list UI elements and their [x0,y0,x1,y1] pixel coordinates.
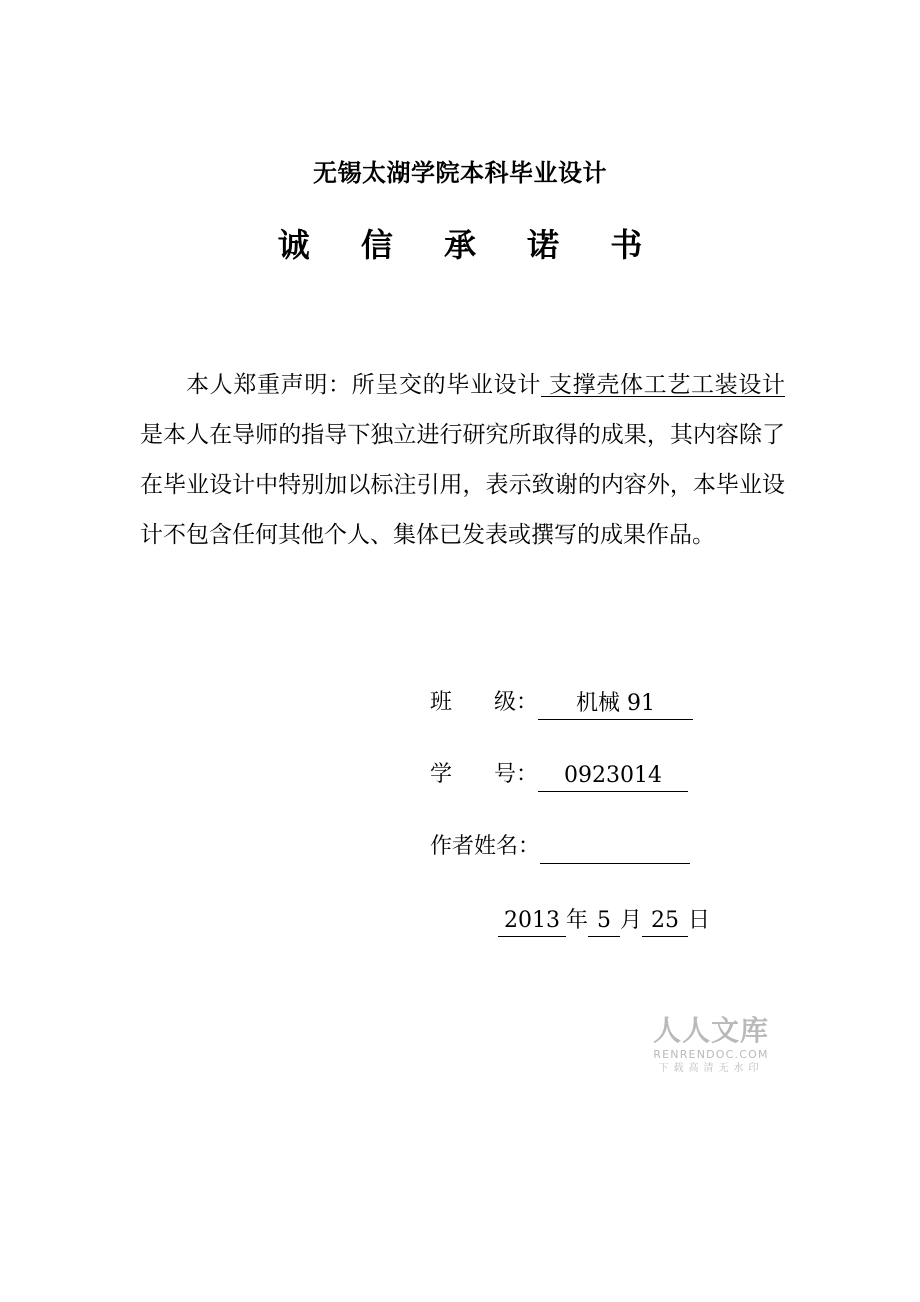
class-value: 机械 91 [538,689,693,720]
date-day-unit: 日 [688,908,711,933]
author-label: 作者姓名： [430,834,541,859]
watermark-domain: RENRENDOC.COM [653,1048,769,1061]
design-title: 支撑壳体工艺工装设计 [541,372,786,398]
watermark-slogan: 下载高清无水印 [658,1063,764,1074]
date-day: 25 [642,906,688,937]
institution-title: 无锡太湖学院本科毕业设计 [313,159,607,187]
student-id-label: 学 号： [430,762,538,787]
date-year: 2013 [498,906,566,937]
class-label: 班 级： [430,690,538,715]
date-month: 5 [588,906,620,937]
author-value [540,863,690,864]
date-month-unit: 月 [620,908,643,933]
student-id-row [430,758,688,792]
document-title: 诚 信 承 诺 书 [277,226,663,264]
date-row [498,904,710,938]
watermark-brand: 人人文库 [652,1014,769,1047]
date-year-unit: 年 [566,908,589,933]
student-id-value: 0923014 [538,761,688,792]
class-row [430,686,693,720]
declaration-lead: 本人郑重声明：所呈交的毕业设计 [186,372,542,398]
declaration-remainder: 是本人在导师的指导下独立进行研究所取得的成果，其内容除了在毕业设计中特别加以标注引用，表示致谢的内容外，本毕业设计不包含任何其他个人、集体已发表或撰写的成果作品。 [140,422,785,548]
author-row [430,830,690,864]
declaration-paragraph [140,360,785,560]
watermark-logo [646,1014,776,1076]
